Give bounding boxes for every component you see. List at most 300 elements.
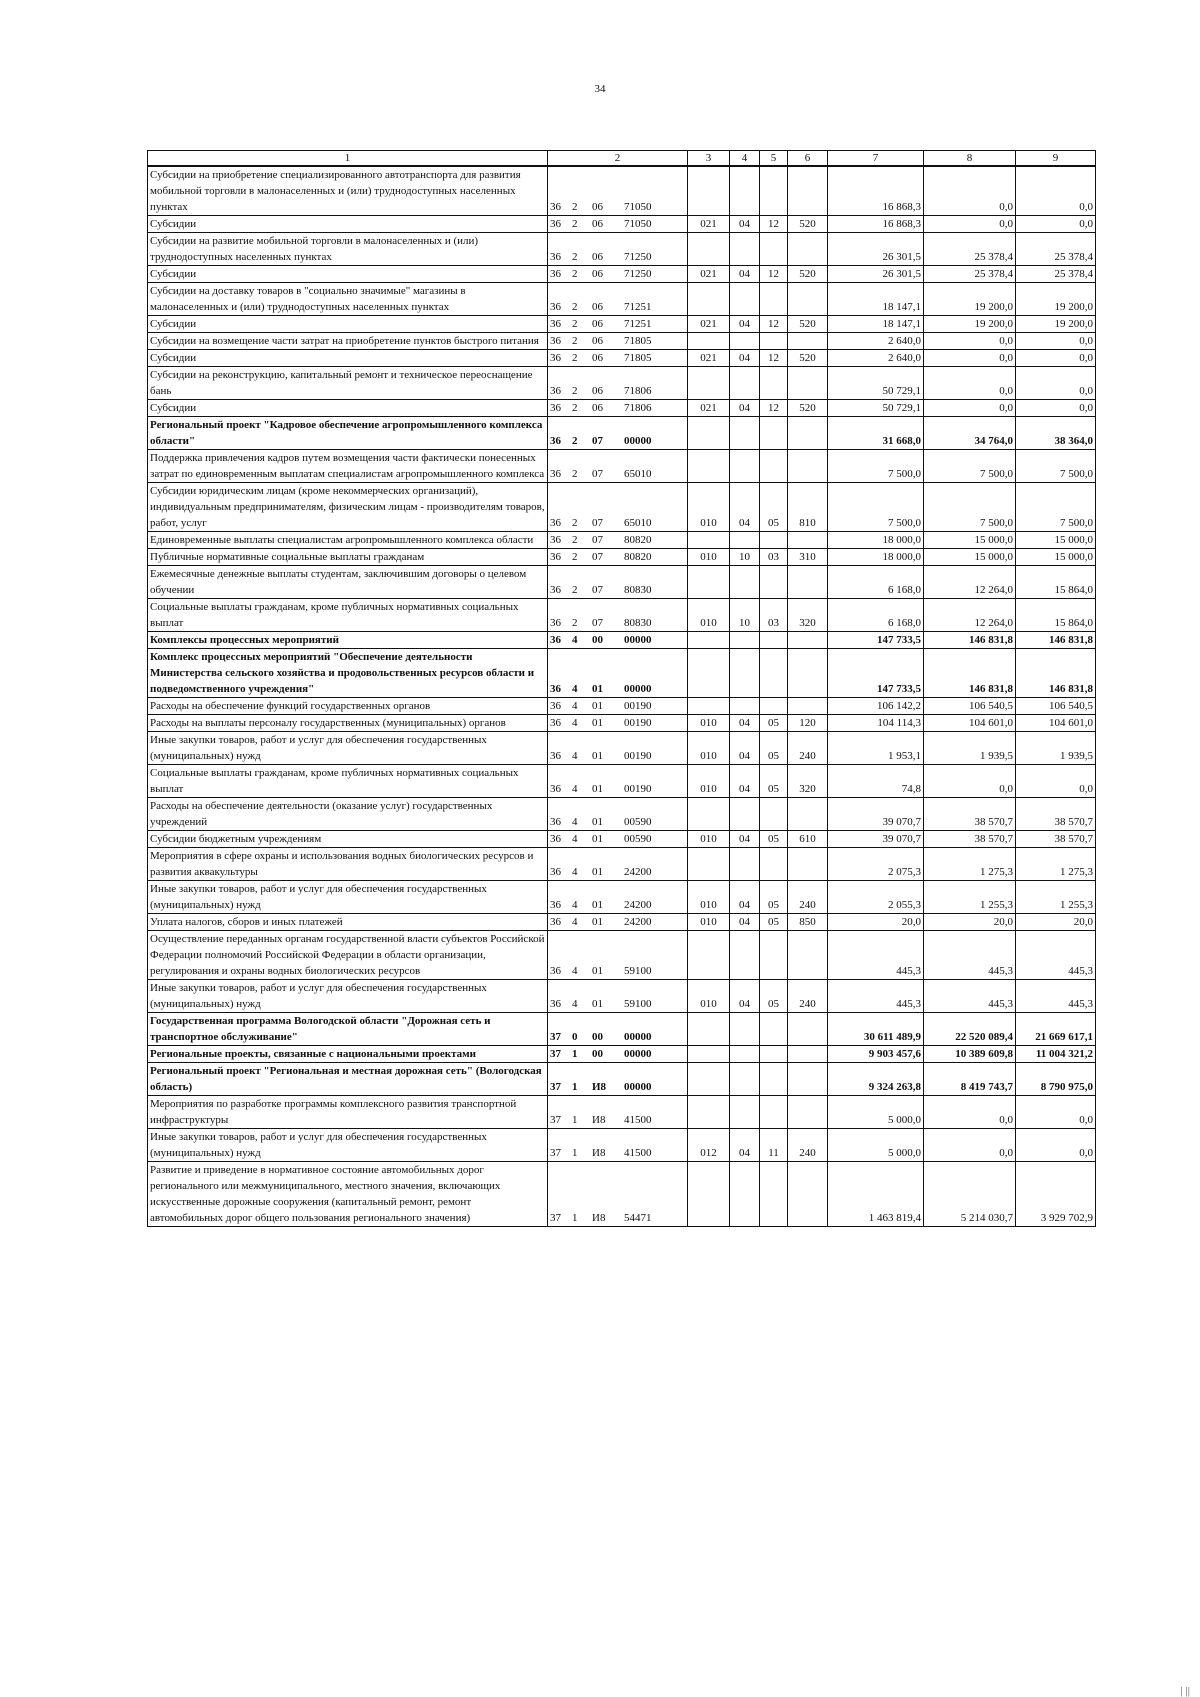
section-code bbox=[730, 632, 760, 649]
section-code: 04 bbox=[730, 732, 760, 765]
budget-code bbox=[548, 367, 688, 400]
budget-code bbox=[548, 1162, 688, 1227]
column-header: 5 bbox=[760, 151, 788, 167]
code-part: 4 bbox=[572, 916, 578, 928]
code-part: 37 bbox=[550, 1147, 561, 1159]
column-header: 9 bbox=[1016, 151, 1096, 167]
budget-code bbox=[548, 599, 688, 632]
expense-name: Субсидии на доставку товаров в "социально значимые" магазины в малонаселенных и (или) труднодоступных населенных пунктах bbox=[148, 283, 548, 316]
section-code: 04 bbox=[730, 316, 760, 333]
expense-type-code bbox=[788, 566, 828, 599]
admin-code bbox=[688, 233, 730, 266]
expense-name: Иные закупки товаров, работ и услуг для обеспечения государственных (муниципальных) нужд bbox=[148, 980, 548, 1013]
amount-col8: 0,0 bbox=[924, 166, 1016, 216]
table-row bbox=[148, 715, 1096, 732]
section-code: 04 bbox=[730, 216, 760, 233]
expense-name: Расходы на выплаты персоналу государственных (муниципальных) органов bbox=[148, 715, 548, 732]
expense-type-code bbox=[788, 166, 828, 216]
code-part: 06 bbox=[592, 251, 603, 263]
table-row bbox=[148, 400, 1096, 417]
code-part: 71250 bbox=[624, 268, 652, 280]
amount-col9: 3 929 702,9 bbox=[1016, 1162, 1096, 1227]
code-part: 2 bbox=[572, 534, 578, 546]
table-row bbox=[148, 566, 1096, 599]
code-part: 41500 bbox=[624, 1147, 652, 1159]
amount-col7: 26 301,5 bbox=[828, 266, 924, 283]
admin-code bbox=[688, 931, 730, 980]
admin-code: 010 bbox=[688, 715, 730, 732]
amount-col8: 146 831,8 bbox=[924, 632, 1016, 649]
budget-code bbox=[548, 698, 688, 715]
expense-type-code: 310 bbox=[788, 549, 828, 566]
subsection-code bbox=[760, 848, 788, 881]
table-row bbox=[148, 233, 1096, 266]
expense-type-code: 610 bbox=[788, 831, 828, 848]
section-code: 04 bbox=[730, 765, 760, 798]
section-code bbox=[730, 367, 760, 400]
amount-col8: 25 378,4 bbox=[924, 266, 1016, 283]
amount-col7: 6 168,0 bbox=[828, 566, 924, 599]
code-part: 01 bbox=[592, 998, 603, 1010]
code-part: 06 bbox=[592, 402, 603, 414]
amount-col9: 445,3 bbox=[1016, 931, 1096, 980]
amount-col7: 6 168,0 bbox=[828, 599, 924, 632]
subsection-code bbox=[760, 233, 788, 266]
amount-col7: 50 729,1 bbox=[828, 400, 924, 417]
code-part: 4 bbox=[572, 683, 578, 695]
expense-type-code bbox=[788, 848, 828, 881]
table-row bbox=[148, 216, 1096, 233]
code-part: 2 bbox=[572, 301, 578, 313]
table-body bbox=[148, 166, 1096, 1227]
amount-col7: 7 500,0 bbox=[828, 483, 924, 532]
amount-col8: 1 255,3 bbox=[924, 881, 1016, 914]
expense-type-code bbox=[788, 1063, 828, 1096]
table-row bbox=[148, 1046, 1096, 1063]
amount-col8: 22 520 089,4 bbox=[924, 1013, 1016, 1046]
code-part: 4 bbox=[572, 634, 578, 646]
subsection-code bbox=[760, 1063, 788, 1096]
expense-name: Развитие и приведение в нормативное состояние автомобильных дорог регионального или межмуниципального, местного значения, включающих искусственные дорожные сооружения (капитальный ремонт, ремонт автомобильных дорог общего пользования регионального значения) bbox=[148, 1162, 548, 1227]
expense-name: Социальные выплаты гражданам, кроме публичных нормативных социальных выплат bbox=[148, 599, 548, 632]
section-code: 04 bbox=[730, 914, 760, 931]
budget-code bbox=[548, 649, 688, 698]
budget-code bbox=[548, 566, 688, 599]
expense-type-code: 320 bbox=[788, 765, 828, 798]
amount-col8: 25 378,4 bbox=[924, 233, 1016, 266]
amount-col8: 0,0 bbox=[924, 1096, 1016, 1129]
code-part: 36 bbox=[550, 717, 561, 729]
code-part: 71251 bbox=[624, 318, 652, 330]
expense-type-code bbox=[788, 283, 828, 316]
code-part: 00000 bbox=[624, 435, 652, 447]
amount-col7: 9 324 263,8 bbox=[828, 1063, 924, 1096]
table-row bbox=[148, 549, 1096, 566]
expense-name: Иные закупки товаров, работ и услуг для обеспечения государственных (муниципальных) нужд bbox=[148, 1129, 548, 1162]
amount-col7: 104 114,3 bbox=[828, 715, 924, 732]
amount-col8: 12 264,0 bbox=[924, 566, 1016, 599]
expense-type-code: 520 bbox=[788, 350, 828, 367]
subsection-code: 12 bbox=[760, 216, 788, 233]
code-part: 2 bbox=[572, 201, 578, 213]
code-part: 4 bbox=[572, 717, 578, 729]
code-part: 4 bbox=[572, 899, 578, 911]
expense-name: Уплата налогов, сборов и иных платежей bbox=[148, 914, 548, 931]
code-part: 24200 bbox=[624, 916, 652, 928]
code-part: 07 bbox=[592, 617, 603, 629]
code-part: 36 bbox=[550, 816, 561, 828]
code-part: 1 bbox=[572, 1081, 578, 1093]
amount-col7: 20,0 bbox=[828, 914, 924, 931]
admin-code: 021 bbox=[688, 350, 730, 367]
amount-col9: 38 364,0 bbox=[1016, 417, 1096, 450]
subsection-code: 05 bbox=[760, 881, 788, 914]
code-part: 71805 bbox=[624, 335, 652, 347]
code-part: 37 bbox=[550, 1031, 561, 1043]
section-code bbox=[730, 848, 760, 881]
budget-code bbox=[548, 632, 688, 649]
table-row bbox=[148, 765, 1096, 798]
admin-code bbox=[688, 450, 730, 483]
expense-type-code: 520 bbox=[788, 316, 828, 333]
code-part: 71050 bbox=[624, 201, 652, 213]
scan-mark: | || bbox=[1180, 1685, 1190, 1697]
section-code bbox=[730, 283, 760, 316]
expense-type-code bbox=[788, 798, 828, 831]
table-row bbox=[148, 649, 1096, 698]
code-part: 00590 bbox=[624, 833, 652, 845]
amount-col8: 0,0 bbox=[924, 350, 1016, 367]
code-part: 36 bbox=[550, 965, 561, 977]
admin-code: 010 bbox=[688, 914, 730, 931]
admin-code bbox=[688, 1096, 730, 1129]
admin-code: 010 bbox=[688, 765, 730, 798]
code-part: 2 bbox=[572, 435, 578, 447]
section-code bbox=[730, 1096, 760, 1129]
expense-name: Субсидии юридическим лицам (кроме некоммерческих организаций), индивидуальным предпринимателям, физическим лицам - производителям товаров, работ, услуг bbox=[148, 483, 548, 532]
budget-code bbox=[548, 1046, 688, 1063]
expense-name: Региональный проект "Региональная и местная дорожная сеть" (Вологодская область) bbox=[148, 1063, 548, 1096]
code-part: 36 bbox=[550, 551, 561, 563]
budget-code bbox=[548, 798, 688, 831]
code-part: 37 bbox=[550, 1114, 561, 1126]
column-header: 6 bbox=[788, 151, 828, 167]
amount-col8: 34 764,0 bbox=[924, 417, 1016, 450]
amount-col8: 15 000,0 bbox=[924, 532, 1016, 549]
budget-code bbox=[548, 765, 688, 798]
amount-col9: 0,0 bbox=[1016, 367, 1096, 400]
expense-name: Поддержка привлечения кадров путем возмещения части фактически понесенных затрат по единовременным выплатам специалистам агропромышленного комплекса bbox=[148, 450, 548, 483]
amount-col9: 106 540,5 bbox=[1016, 698, 1096, 715]
subsection-code: 05 bbox=[760, 483, 788, 532]
code-part: 07 bbox=[592, 551, 603, 563]
expense-name: Субсидии на возмещение части затрат на приобретение пунктов быстрого питания bbox=[148, 333, 548, 350]
subsection-code bbox=[760, 417, 788, 450]
expense-type-code: 520 bbox=[788, 400, 828, 417]
code-part: 07 bbox=[592, 435, 603, 447]
amount-col9: 7 500,0 bbox=[1016, 483, 1096, 532]
amount-col8: 7 500,0 bbox=[924, 450, 1016, 483]
expense-type-code bbox=[788, 367, 828, 400]
expense-type-code bbox=[788, 1046, 828, 1063]
expense-type-code: 810 bbox=[788, 483, 828, 532]
section-code bbox=[730, 649, 760, 698]
amount-col7: 445,3 bbox=[828, 980, 924, 1013]
table-row bbox=[148, 831, 1096, 848]
admin-code bbox=[688, 1013, 730, 1046]
code-part: 36 bbox=[550, 833, 561, 845]
amount-col9: 15 864,0 bbox=[1016, 599, 1096, 632]
admin-code: 021 bbox=[688, 216, 730, 233]
amount-col7: 18 000,0 bbox=[828, 549, 924, 566]
amount-col7: 5 000,0 bbox=[828, 1096, 924, 1129]
code-part: 00000 bbox=[624, 683, 652, 695]
code-part: 36 bbox=[550, 268, 561, 280]
expense-name: Комплексы процессных мероприятий bbox=[148, 632, 548, 649]
expense-type-code bbox=[788, 698, 828, 715]
amount-col7: 39 070,7 bbox=[828, 831, 924, 848]
code-part: 36 bbox=[550, 534, 561, 546]
code-part: 37 bbox=[550, 1081, 561, 1093]
expense-type-code: 520 bbox=[788, 216, 828, 233]
amount-col9: 0,0 bbox=[1016, 1096, 1096, 1129]
code-part: 1 bbox=[572, 1212, 578, 1224]
amount-col7: 30 611 489,9 bbox=[828, 1013, 924, 1046]
code-part: 07 bbox=[592, 584, 603, 596]
amount-col7: 26 301,5 bbox=[828, 233, 924, 266]
code-part: 36 bbox=[550, 617, 561, 629]
admin-code: 021 bbox=[688, 266, 730, 283]
subsection-code bbox=[760, 532, 788, 549]
code-part: 01 bbox=[592, 783, 603, 795]
expense-name: Субсидии bbox=[148, 350, 548, 367]
table-row bbox=[148, 1129, 1096, 1162]
code-part: 36 bbox=[550, 750, 561, 762]
table-row bbox=[148, 980, 1096, 1013]
admin-code: 010 bbox=[688, 831, 730, 848]
expense-type-code: 850 bbox=[788, 914, 828, 931]
expense-name: Субсидии на реконструкцию, капитальный ремонт и техническое переоснащение бань bbox=[148, 367, 548, 400]
code-part: 07 bbox=[592, 517, 603, 529]
section-code bbox=[730, 798, 760, 831]
code-part: 80820 bbox=[624, 551, 652, 563]
amount-col7: 147 733,5 bbox=[828, 632, 924, 649]
amount-col7: 2 640,0 bbox=[828, 333, 924, 350]
expense-type-code: 520 bbox=[788, 266, 828, 283]
code-part: 71050 bbox=[624, 218, 652, 230]
amount-col7: 9 903 457,6 bbox=[828, 1046, 924, 1063]
amount-col7: 18 147,1 bbox=[828, 316, 924, 333]
amount-col8: 146 831,8 bbox=[924, 649, 1016, 698]
code-part: 41500 bbox=[624, 1114, 652, 1126]
table-row bbox=[148, 350, 1096, 367]
admin-code bbox=[688, 848, 730, 881]
code-part: 2 bbox=[572, 318, 578, 330]
code-part: 4 bbox=[572, 998, 578, 1010]
expense-type-code: 120 bbox=[788, 715, 828, 732]
expense-name: Субсидии на приобретение специализированного автотранспорта для развития мобильной торговли в малонаселенных и (или) труднодоступных населенных пунктах bbox=[148, 166, 548, 216]
subsection-code: 05 bbox=[760, 732, 788, 765]
code-part: 4 bbox=[572, 700, 578, 712]
budget-code bbox=[548, 333, 688, 350]
code-part: 07 bbox=[592, 534, 603, 546]
code-part: 2 bbox=[572, 584, 578, 596]
budget-code bbox=[548, 166, 688, 216]
amount-col9: 146 831,8 bbox=[1016, 632, 1096, 649]
expense-name: Региональный проект "Кадровое обеспечение агропромышленного комплекса области" bbox=[148, 417, 548, 450]
code-part: 36 bbox=[550, 435, 561, 447]
table-row bbox=[148, 166, 1096, 216]
budget-code bbox=[548, 715, 688, 732]
table-row bbox=[148, 1063, 1096, 1096]
table-row bbox=[148, 1096, 1096, 1129]
amount-col8: 19 200,0 bbox=[924, 316, 1016, 333]
admin-code: 021 bbox=[688, 316, 730, 333]
admin-code: 010 bbox=[688, 980, 730, 1013]
budget-code bbox=[548, 549, 688, 566]
expense-name: Субсидии bbox=[148, 316, 548, 333]
code-part: 06 bbox=[592, 218, 603, 230]
code-part: 36 bbox=[550, 700, 561, 712]
amount-col9: 19 200,0 bbox=[1016, 283, 1096, 316]
code-part: 4 bbox=[572, 783, 578, 795]
expense-name: Мероприятия по разработке программы комплексного развития транспортной инфраструктуры bbox=[148, 1096, 548, 1129]
table-row bbox=[148, 599, 1096, 632]
admin-code: 012 bbox=[688, 1129, 730, 1162]
amount-col7: 106 142,2 bbox=[828, 698, 924, 715]
amount-col9: 25 378,4 bbox=[1016, 233, 1096, 266]
amount-col7: 2 055,3 bbox=[828, 881, 924, 914]
code-part: 1 bbox=[572, 1114, 578, 1126]
column-header: 4 bbox=[730, 151, 760, 167]
code-part: 07 bbox=[592, 468, 603, 480]
code-part: 2 bbox=[572, 385, 578, 397]
code-part: 01 bbox=[592, 965, 603, 977]
table-row bbox=[148, 532, 1096, 549]
code-part: 36 bbox=[550, 899, 561, 911]
amount-col7: 7 500,0 bbox=[828, 450, 924, 483]
code-part: 01 bbox=[592, 916, 603, 928]
code-part: 36 bbox=[550, 783, 561, 795]
budget-code bbox=[548, 931, 688, 980]
code-part: 80830 bbox=[624, 584, 652, 596]
amount-col7: 74,8 bbox=[828, 765, 924, 798]
amount-col9: 19 200,0 bbox=[1016, 316, 1096, 333]
code-part: 4 bbox=[572, 965, 578, 977]
section-code bbox=[730, 532, 760, 549]
subsection-code: 05 bbox=[760, 831, 788, 848]
code-part: 00590 bbox=[624, 816, 652, 828]
section-code bbox=[730, 931, 760, 980]
subsection-code: 11 bbox=[760, 1129, 788, 1162]
budget-table bbox=[147, 150, 1096, 1227]
table-row bbox=[148, 632, 1096, 649]
expense-type-code bbox=[788, 649, 828, 698]
amount-col8: 0,0 bbox=[924, 367, 1016, 400]
amount-col8: 1 939,5 bbox=[924, 732, 1016, 765]
section-code: 04 bbox=[730, 350, 760, 367]
budget-code bbox=[548, 881, 688, 914]
code-part: 00190 bbox=[624, 700, 652, 712]
code-part: 2 bbox=[572, 352, 578, 364]
table-row bbox=[148, 417, 1096, 450]
expense-type-code bbox=[788, 233, 828, 266]
budget-code bbox=[548, 483, 688, 532]
section-code: 04 bbox=[730, 1129, 760, 1162]
amount-col9: 38 570,7 bbox=[1016, 831, 1096, 848]
amount-col8: 104 601,0 bbox=[924, 715, 1016, 732]
section-code: 04 bbox=[730, 715, 760, 732]
code-part: 36 bbox=[550, 318, 561, 330]
subsection-code bbox=[760, 698, 788, 715]
budget-code bbox=[548, 417, 688, 450]
subsection-code: 03 bbox=[760, 599, 788, 632]
table-row bbox=[148, 798, 1096, 831]
section-code: 04 bbox=[730, 400, 760, 417]
column-header: 1 bbox=[148, 151, 548, 167]
admin-code: 021 bbox=[688, 400, 730, 417]
expense-type-code: 320 bbox=[788, 599, 828, 632]
table-row bbox=[148, 1013, 1096, 1046]
amount-col9: 445,3 bbox=[1016, 980, 1096, 1013]
admin-code: 010 bbox=[688, 881, 730, 914]
subsection-code bbox=[760, 1046, 788, 1063]
code-part: 00000 bbox=[624, 1031, 652, 1043]
amount-col9: 1 255,3 bbox=[1016, 881, 1096, 914]
code-part: 06 bbox=[592, 335, 603, 347]
table-row bbox=[148, 450, 1096, 483]
amount-col9: 21 669 617,1 bbox=[1016, 1013, 1096, 1046]
expense-type-code: 240 bbox=[788, 881, 828, 914]
code-part: 71806 bbox=[624, 402, 652, 414]
code-part: 36 bbox=[550, 916, 561, 928]
table-row bbox=[148, 698, 1096, 715]
amount-col8: 0,0 bbox=[924, 1129, 1016, 1162]
expense-name: Региональные проекты, связанные с национальными проектами bbox=[148, 1046, 548, 1063]
amount-col7: 445,3 bbox=[828, 931, 924, 980]
subsection-code bbox=[760, 566, 788, 599]
code-part: 36 bbox=[550, 584, 561, 596]
table-row bbox=[148, 483, 1096, 532]
table-row bbox=[148, 333, 1096, 350]
code-part: 2 bbox=[572, 468, 578, 480]
section-code bbox=[730, 166, 760, 216]
code-part: 2 bbox=[572, 517, 578, 529]
code-part: 71806 bbox=[624, 385, 652, 397]
expense-name: Расходы на обеспечение деятельности (оказание услуг) государственных учреждений bbox=[148, 798, 548, 831]
code-part: 2 bbox=[572, 617, 578, 629]
expense-name: Мероприятия в сфере охраны и использования водных биологических ресурсов и развития аквакультуры bbox=[148, 848, 548, 881]
expense-type-code bbox=[788, 1013, 828, 1046]
section-code bbox=[730, 698, 760, 715]
admin-code: 010 bbox=[688, 549, 730, 566]
budget-code bbox=[548, 450, 688, 483]
expense-type-code bbox=[788, 417, 828, 450]
section-code: 10 bbox=[730, 549, 760, 566]
section-code: 04 bbox=[730, 980, 760, 1013]
budget-code bbox=[548, 1013, 688, 1046]
code-part: 01 bbox=[592, 683, 603, 695]
amount-col7: 18 000,0 bbox=[828, 532, 924, 549]
code-part: 37 bbox=[550, 1048, 561, 1060]
subsection-code: 12 bbox=[760, 266, 788, 283]
section-code: 04 bbox=[730, 266, 760, 283]
code-part: 2 bbox=[572, 268, 578, 280]
expense-name: Государственная программа Вологодской области "Дорожная сеть и транспортное обслуживание" bbox=[148, 1013, 548, 1046]
admin-code: 010 bbox=[688, 599, 730, 632]
amount-col7: 39 070,7 bbox=[828, 798, 924, 831]
amount-col9: 1 275,3 bbox=[1016, 848, 1096, 881]
